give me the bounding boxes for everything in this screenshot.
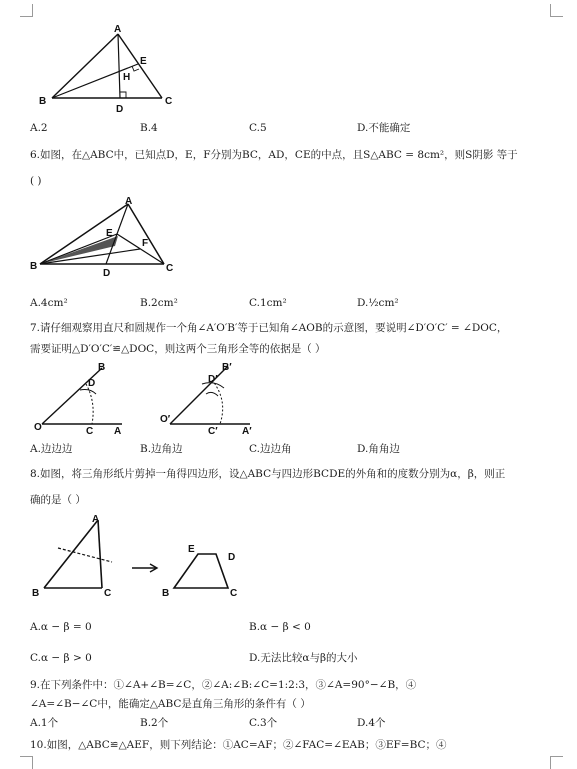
corner-mark-bottom-left [20, 756, 33, 769]
q7-label-B: B [98, 362, 106, 373]
q5-option-a[interactable]: A.2 [30, 122, 48, 134]
q5-option-b[interactable]: B.4 [140, 122, 158, 134]
q8-label-C: C [104, 588, 112, 599]
q7-label-D: D [88, 378, 96, 389]
q8-cut-triangle-figure [30, 512, 260, 602]
q7-option-d[interactable]: D.角角边 [357, 443, 400, 455]
q6-option-b[interactable]: B.2cm² [140, 297, 178, 309]
q7-label-A-prime: A′ [242, 426, 252, 436]
q7-label-C: C [86, 426, 94, 436]
q8-label-A: A [92, 514, 100, 525]
q8-option-a[interactable]: A.α − β = 0 [30, 621, 92, 633]
q5-triangle-figure [34, 24, 184, 116]
q6-stem: 6.如图，在△ABC中，已知点D，E，F分别为BC，AD，CE的中点，且S△ABC = 8cm²，则S阴影 等于 [30, 149, 518, 161]
q8-option-c[interactable]: C.α − β > 0 [30, 652, 92, 664]
q5-label-A: A [114, 24, 122, 35]
q7-stem-line-2: 需要证明△D′O′C′≌△DOC，则这两个三角形全等的依据是（ ） [30, 343, 326, 355]
q6-label-A: A [125, 196, 133, 207]
q8-label-E: E [188, 544, 195, 555]
q5-label-B: B [39, 96, 47, 107]
q8-label-B: B [32, 588, 40, 599]
q6-label-D: D [103, 268, 111, 278]
q9-option-b[interactable]: B.2个 [140, 717, 169, 729]
q5-option-c[interactable]: C.5 [249, 122, 267, 134]
q7-label-O-prime: O′ [160, 414, 171, 425]
q9-option-c[interactable]: C.3个 [249, 717, 278, 729]
corner-mark-top-right [550, 4, 563, 17]
q5-label-D: D [116, 104, 124, 115]
q7-label-A: A [114, 426, 122, 436]
q8-label-C2: C [230, 588, 238, 599]
q7-stem-line-1: 7.请仔细观察用直尺和圆规作一个角∠A′O′B′等于已知角∠AOB的示意图，要说明∠D′O′C′ = ∠DOC， [30, 322, 508, 334]
q7-option-a[interactable]: A.边边边 [30, 443, 73, 455]
q9-option-d[interactable]: D.4个 [357, 717, 386, 729]
q8-stem-line-2: 确的是（ ） [30, 494, 86, 506]
q8-option-d[interactable]: D.无法比较α与β的大小 [249, 652, 358, 664]
q10-stem-line-1: 10.如图，△ABC≌△AEF，则下列结论：①AC=AF；②∠FAC=∠EAB；③EF=BC；④ [30, 739, 447, 751]
q9-stem-line-1: 9.在下列条件中：①∠A+∠B=∠C，②∠A:∠B:∠C=1:2:3，③∠A=90°−∠B，④ [30, 679, 417, 691]
q8-option-b[interactable]: B.α − β < 0 [249, 621, 311, 633]
q5-label-C: C [165, 96, 173, 107]
q7-label-O: O [34, 422, 42, 433]
q6-option-a[interactable]: A.4cm² [30, 297, 68, 309]
q6-label-B: B [30, 261, 38, 272]
q6-triangle-figure [30, 196, 180, 278]
q8-label-B2: B [162, 588, 170, 599]
q6-option-d[interactable]: D.½cm² [357, 297, 399, 309]
q5-label-H: H [123, 72, 131, 83]
q6-label-F: F [142, 238, 149, 249]
q6-answer-blank[interactable]: ( ) [30, 175, 42, 187]
q7-label-D-prime: D′ [208, 374, 218, 385]
q7-option-c[interactable]: C.边边角 [249, 443, 292, 455]
q7-option-b[interactable]: B.边角边 [140, 443, 183, 455]
corner-mark-bottom-right [550, 756, 563, 769]
q7-label-C-prime: C′ [208, 426, 218, 436]
q6-label-E: E [106, 228, 113, 239]
q5-option-d[interactable]: D.不能确定 [357, 122, 411, 134]
q7-label-B-prime: B′ [222, 362, 232, 373]
q5-label-E: E [140, 56, 147, 67]
q8-stem-line-1: 8.如图，将三角形纸片剪掉一角得四边形，设△ABC与四边形BCDE的外角和的度数分别为α，β，则正 [30, 468, 506, 480]
q6-label-C: C [166, 263, 174, 274]
q9-option-a[interactable]: A.1个 [30, 717, 59, 729]
q6-option-c[interactable]: C.1cm² [249, 297, 287, 309]
q7-angle-construction-figure [30, 360, 270, 436]
q8-label-D: D [228, 552, 236, 563]
corner-mark-top-left [20, 4, 33, 17]
q9-stem-line-2: ∠A=∠B−∠C中，能确定△ABC是直角三角形的条件有（ ） [30, 698, 311, 710]
